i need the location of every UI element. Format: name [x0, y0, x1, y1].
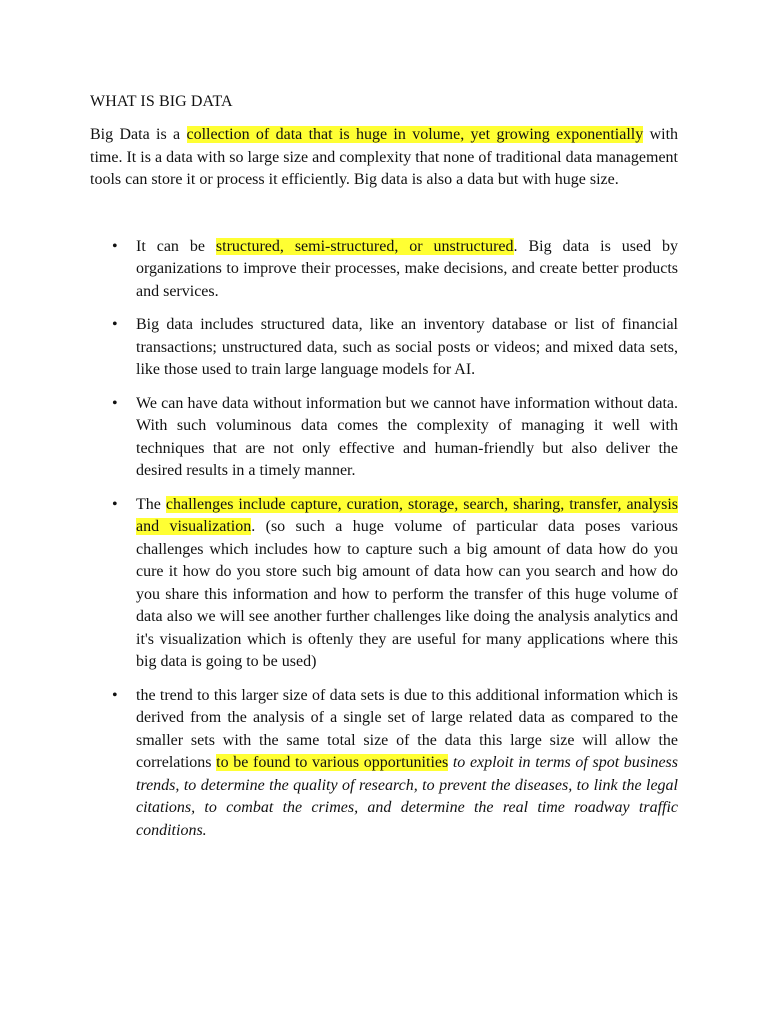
intro-text-post: with time. It is a data with so large size and complexity that none of traditional data management tools can store it or process it efficiently. Big data is also a data but with huge size.	[90, 126, 679, 188]
bullet-4-highlight: challenges include capture, curation, storage, search, sharing, transfer, analysis and visualization	[136, 495, 679, 535]
bullet-icon: •	[112, 394, 118, 412]
intro-highlight: collection of data that is huge in volume, yet growing exponentially	[186, 126, 644, 143]
bullet-icon: •	[112, 316, 118, 333]
bullet-item-4	[90, 494, 678, 674]
bullet-icon: •	[112, 686, 118, 704]
bullet-item-3	[90, 393, 678, 483]
bullet-2-text: Big data includes structured data, like an inventory database or list of financial transactions; unstructured data, such as social posts or videos; and mixed data sets, like those used to train large language models for AI.	[136, 316, 678, 378]
bullet-list	[90, 236, 678, 843]
bullet-1-pre: It can be	[136, 237, 216, 255]
page-title: WHAT IS BIG DATA	[90, 93, 233, 110]
bullet-icon: •	[112, 495, 118, 513]
intro-text-pre: Big Data is a	[90, 126, 187, 143]
bullet-item-5	[90, 685, 678, 843]
bullet-1-highlight: structured, semi-structured, or unstructured	[215, 237, 514, 255]
intro-paragraph	[90, 124, 678, 192]
bullet-1-post: . Big data is used by organizations to improve their processes, make decisions, and create better products and services.	[136, 237, 679, 300]
bullet-item-2	[90, 314, 678, 382]
bullet-icon: •	[112, 237, 118, 255]
bullet-5-highlight: to be found to various opportunities	[216, 754, 449, 771]
bullet-4-post: . (so such a huge volume of particular data poses various challenges which includes how to capture such a big amount of data how do you cure it how do you store such big amount of data how can you search and how do you share this information and how to perform the transfer of this huge volume of data also we will see another further challenges like doing the analysis analytics and it's visualization which is oftenly they are useful for many applications where this big data is going to be used)	[136, 518, 678, 670]
bullet-5-italic: to exploit in terms of spot business trends, to determine the quality of research, to prevent the diseases, to link the legal citations, to combat the crimes, and determine the real time roadway traffic conditions.	[136, 754, 679, 839]
bullet-4-pre: The	[136, 495, 166, 513]
bullet-5-pre: the trend to this larger size of data sets is due to this additional information which is derived from the analysis of a single set of large related data as compared to the smaller sets with the same total size of the data this large size will allow the correlations	[136, 686, 678, 771]
bullet-3-text: We can have data without information but we cannot have information without data. With such voluminous data comes the complexity of managing it well with techniques that are not only effective and human-friendly but also deliver the desired results in a timely manner.	[136, 394, 678, 479]
bullet-item-1	[90, 236, 678, 304]
